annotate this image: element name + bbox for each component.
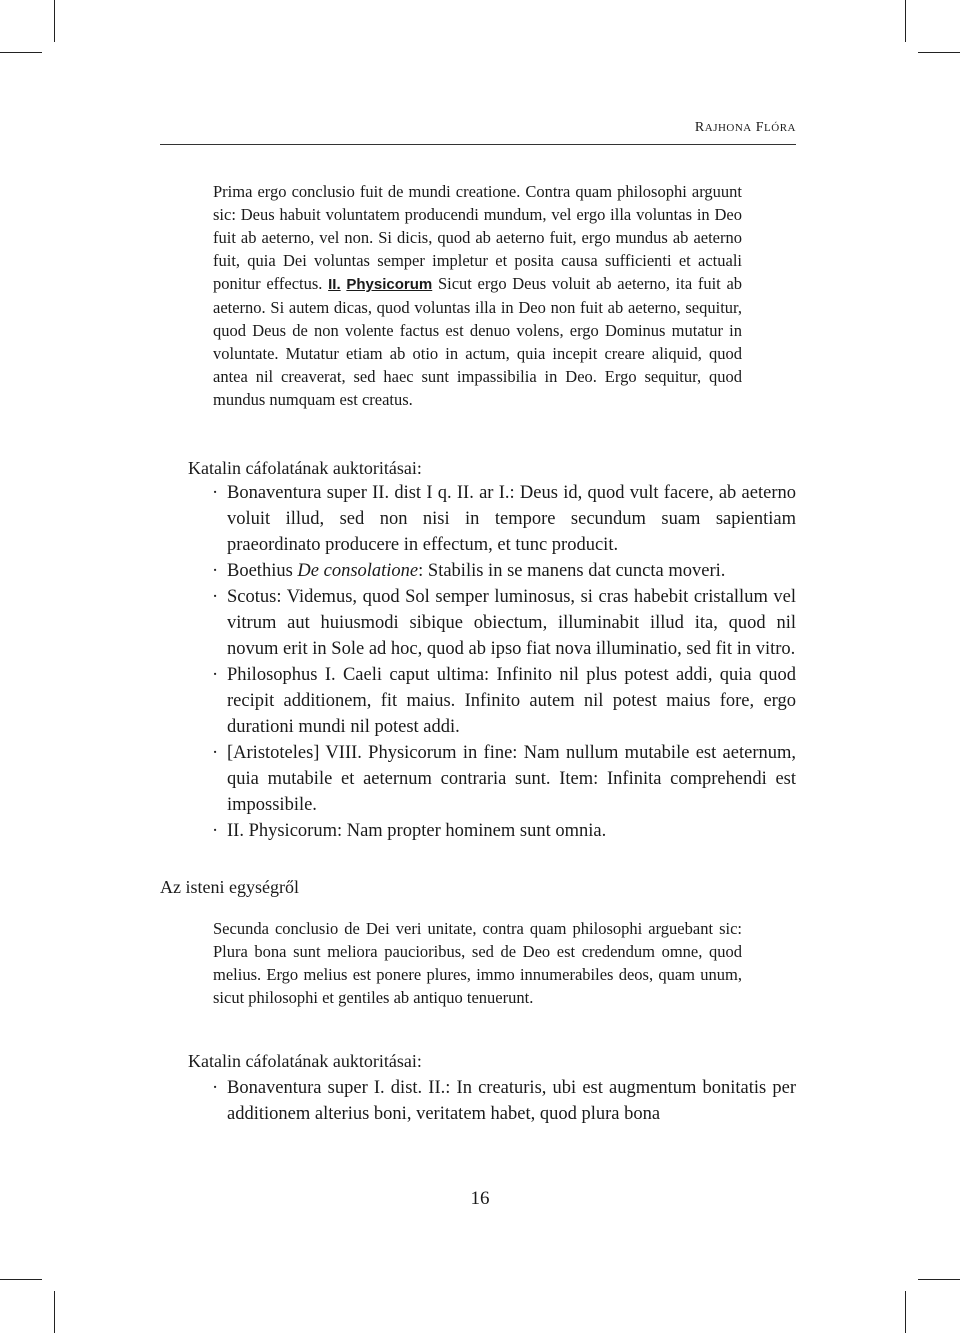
list-item-text: Scotus: Videmus, quod Sol semper luminosus, si cras habebit cristallum vel vitrum aut huiusmodi sibique obiectum, illuminabit illud ita, quod nil novum erit in Sole ad hoc, quod ab ipso fiat nova illuminatio, sed fit in vitro. bbox=[227, 587, 796, 659]
running-head-initial: R bbox=[694, 120, 705, 135]
running-head bbox=[695, 120, 796, 136]
list-item bbox=[212, 584, 796, 662]
authorities-list bbox=[212, 1075, 796, 1127]
paragraph-text: Sicut ergo Deus voluit ab aeterno, ita fuit ab aeterno. Si autem dicas, quod voluntas illa in Deo non fuit ab aeterno, sequitur, quod Deus de non volente factus est denuo volens, ergo Dominus mutatur in voluntate. Mutatur etiam ab otio in actum, quia incepit creare aliquid, quod antea nil creaverat, sed haec sunt impassibilia in Deo. Ergo sequitur, quod mundus numquam est creatus. bbox=[213, 274, 743, 409]
running-head-smallcaps: LÓRA bbox=[764, 122, 796, 134]
authorities-heading: Katalin cáfolatának auktoritásai: bbox=[188, 458, 422, 478]
list-item bbox=[212, 1075, 796, 1127]
page-number: 16 bbox=[470, 1188, 490, 1209]
authorities-list bbox=[212, 480, 796, 844]
bullet: · bbox=[212, 665, 219, 685]
crop-mark bbox=[905, 0, 906, 42]
crop-mark bbox=[54, 0, 55, 42]
list-item bbox=[212, 662, 796, 740]
section-title: Az isteni egységről bbox=[160, 877, 299, 897]
list-item-text: [Aristoteles] VIII. Physicorum in fine: Nam nullum mutabile est aeternum, quia mutabile et aeternum contraria sunt. Item: Infinita comprehendi est impossibile. bbox=[227, 743, 796, 815]
latin-paragraph bbox=[213, 180, 742, 411]
crop-mark bbox=[918, 52, 960, 53]
paragraph-text: Prima ergo conclusio fuit de mundi creatione. Contra quam philosophi arguunt sic: Deus habuit voluntatem producendi mundum, vel ergo illa voluntas in Deo fuit ab aeterno, vel non. Si dicis, quod ab aeterno fuit, ergo mundus ab aeterno fuit, quia Dei voluntas semper impletur et posita causa sufficienti et actuali ponitur effectus. bbox=[213, 182, 742, 293]
reference-number-link[interactable]: II. bbox=[328, 276, 341, 293]
list-item-text: Boethius bbox=[227, 561, 293, 581]
page-header bbox=[160, 118, 796, 145]
list-item-text: Philosophus I. Caeli caput ultima: Infinito nil plus potest addi, quia quod recipit additionem, fit maius. Infinito autem nil potest maius fore, ergo durationi mundi nil potest addi. bbox=[227, 665, 796, 737]
crop-mark bbox=[0, 52, 42, 53]
list-item-text: Bonaventura super I. dist. II.: In creaturis, ubi est augmentum bonitatis per additionem alterius boni, veritatem habet, quod plura bona bbox=[227, 1078, 796, 1124]
list-item bbox=[212, 558, 796, 584]
running-head-initial: F bbox=[755, 120, 765, 135]
list-item bbox=[212, 480, 796, 558]
bullet: · bbox=[212, 821, 219, 841]
crop-mark bbox=[918, 1279, 960, 1280]
list-item-text: II. Physicorum: Nam propter hominem sunt omnia. bbox=[227, 821, 607, 841]
list-item bbox=[212, 818, 796, 844]
bullet: · bbox=[212, 587, 219, 607]
bullet: · bbox=[212, 483, 219, 503]
crop-mark bbox=[0, 1279, 42, 1280]
bullet: · bbox=[212, 561, 219, 581]
bullet: · bbox=[212, 743, 219, 763]
crop-mark bbox=[54, 1291, 55, 1333]
list-item-text: : Stabilis in se manens dat cuncta moveri. bbox=[418, 561, 726, 581]
work-title: De consolatione bbox=[297, 561, 419, 581]
crop-mark bbox=[905, 1291, 906, 1333]
list-item bbox=[212, 740, 796, 818]
list-item-text: Bonaventura super II. dist I q. II. ar I.: Deus id, quod vult facere, ab aeterno voluit illud, sed non nisi in tempore secundum suam sapientiam praeordinato producere in effectum, et tunc producit. bbox=[227, 483, 796, 555]
latin-paragraph: Secunda conclusio de Dei veri unitate, contra quam philosophi arguebant sic: Plura bona sunt meliora paucioribus, sed de Deo est credendum omne, quod melius. Ergo melius est ponere plures, immo innumerabiles deos, quam unum, sicut philosophi et gentiles ab antiquo tenuerunt. bbox=[213, 919, 742, 1007]
running-head-smallcaps: AJHONA bbox=[704, 122, 752, 134]
physicorum-link[interactable]: Physicorum bbox=[346, 276, 433, 293]
authorities-heading: Katalin cáfolatának auktoritásai: bbox=[188, 1051, 422, 1071]
physicorum-reference bbox=[328, 276, 432, 293]
bullet: · bbox=[212, 1078, 219, 1098]
